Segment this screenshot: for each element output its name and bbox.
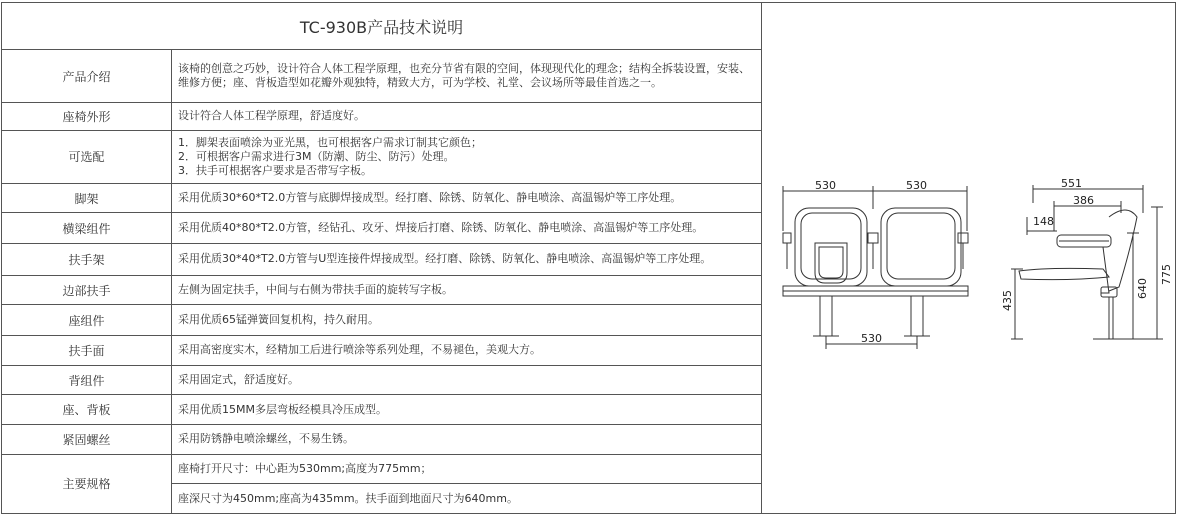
spec-row-line: 3．扶手可根据客户要求是否带写字板。 — [178, 163, 372, 177]
spec-row-value — [172, 213, 762, 244]
spec-row-line: 1．脚架表面喷涂为亚光黑，也可根据客户需求订制其它颜色； — [178, 135, 482, 149]
spec-row — [2, 213, 762, 244]
front-dim-left: 530 — [815, 179, 836, 192]
spec-row-value — [172, 50, 762, 103]
spec-row-value — [172, 275, 762, 305]
spec-row-line: 采用优质30*40*T2.0方管与U型连接件焊接成型。经打磨、除锈、防氧化、静电喷涂、高温锡炉等工序处理。 — [178, 252, 712, 266]
spec-row — [2, 183, 762, 213]
side-dim-inner: 386 — [1073, 194, 1094, 207]
spec-row-label: 横梁组件 — [2, 213, 172, 244]
spec-row — [2, 395, 762, 425]
technical-drawing-panel — [761, 2, 1176, 514]
spec-row-value — [172, 395, 762, 425]
spec-row-value — [172, 103, 762, 131]
spec-row-label: 产品介绍 — [2, 50, 172, 103]
side-dim-armrest: 148 — [1033, 215, 1054, 228]
spec-row-line: 2．可根据客户需求进行3M（防潮、防尘、防污）处理。 — [178, 149, 455, 163]
side-dim-total-height: 775 — [1160, 264, 1173, 285]
spec-row — [2, 103, 762, 131]
page-title: TC-930B产品技术说明 — [2, 3, 762, 50]
spec-row — [2, 336, 762, 366]
spec-row-value — [172, 183, 762, 213]
spec-row-label: 脚架 — [2, 183, 172, 213]
front-dim-bottom: 530 — [861, 332, 882, 345]
spec-row-line: 采用优质15MM多层弯板经模具冷压成型。 — [178, 402, 387, 416]
spec-row-label: 扶手面 — [2, 336, 172, 366]
spec-row-line: 采用防锈静电喷涂螺丝，不易生锈。 — [178, 432, 354, 446]
spec-row-label: 扶手架 — [2, 244, 172, 276]
spec-row-label: 座椅外形 — [2, 103, 172, 131]
spec-row-line: 该椅的创意之巧妙，设计符合人体工程学原理，也充分节省有限的空间，体现现代化的理念；结构全拆装设置，安装、维修方便；座、背板造型如花瓣外观独特，精致大方，可为学校、礼堂、会议场所等最佳首选之一。 — [178, 62, 750, 90]
spec-row — [2, 50, 762, 103]
spec-row-label: 座、背板 — [2, 395, 172, 425]
spec-row-value — [172, 130, 762, 183]
spec-row-line: 采用优质40*80*T2.0方管，经钻孔、攻牙、焊接后打磨、除锈、防氧化、静电喷涂、高温锡炉等工序处理。 — [178, 221, 704, 235]
spec-table — [1, 2, 762, 514]
front-dim-right: 530 — [906, 179, 927, 192]
spec-row-value — [172, 424, 762, 454]
technical-drawing — [761, 3, 1176, 515]
spec-row-line1: 座椅打开尺寸：中心距为530mm;高度为775mm； — [172, 454, 762, 484]
spec-row-label: 可选配 — [2, 130, 172, 183]
spec-row-label: 紧固螺丝 — [2, 424, 172, 454]
spec-row — [2, 424, 762, 454]
spec-row-line: 左侧为固定扶手，中间与右侧为带扶手面的旋转写字板。 — [178, 283, 453, 297]
spec-row-value — [172, 244, 762, 276]
spec-row — [2, 365, 762, 395]
side-dim-outer: 551 — [1061, 177, 1082, 190]
spec-row-line: 设计符合人体工程学原理，舒适度好。 — [178, 109, 365, 123]
side-dim-armrest-height: 640 — [1136, 278, 1149, 299]
spec-row-label: 背组件 — [2, 365, 172, 395]
spec-row-line: 采用固定式，舒适度好。 — [178, 373, 299, 387]
spec-row-value — [172, 305, 762, 336]
spec-row-label: 座组件 — [2, 305, 172, 336]
spec-row-line: 采用高密度实木，经精加工后进行喷涂等系列处理，不易褪色，美观大方。 — [178, 343, 541, 357]
spec-row-label: 边部扶手 — [2, 275, 172, 305]
spec-row-label: 主要规格 — [2, 454, 172, 513]
spec-row-line: 采用优质65锰弹簧回复机构，持久耐用。 — [178, 313, 379, 327]
spec-row — [2, 244, 762, 276]
spec-row-line2: 座深尺寸为450mm;座高为435mm。扶手面到地面尺寸为640mm。 — [172, 484, 762, 514]
spec-row — [2, 130, 762, 183]
spec-row-value — [172, 336, 762, 366]
spec-row-value — [172, 365, 762, 395]
spec-row — [2, 275, 762, 305]
side-dim-seat-height: 435 — [1001, 290, 1014, 311]
spec-row — [2, 305, 762, 336]
spec-row-line: 采用优质30*60*T2.0方管与底脚焊接成型。经打磨、除锈、防氧化、静电喷涂、高温锡炉等工序处理。 — [178, 191, 682, 205]
